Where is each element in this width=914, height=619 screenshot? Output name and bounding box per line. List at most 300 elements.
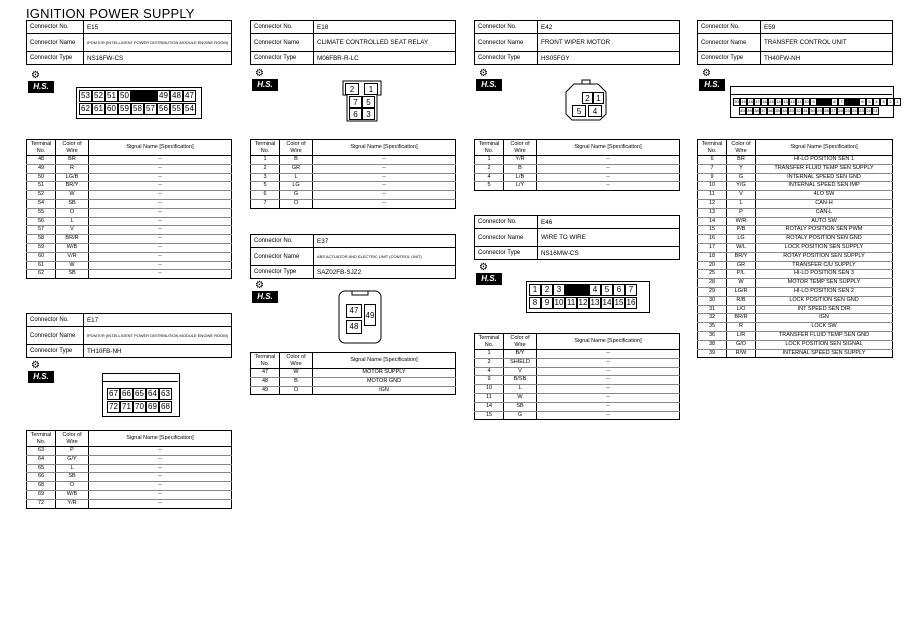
- harness-side-icon: ⚙ H.S.: [28, 360, 54, 386]
- pin: 49: [157, 90, 170, 102]
- color-header: Color of Wire: [280, 140, 313, 156]
- table-row: [27, 464, 232, 473]
- table-row: [27, 482, 232, 491]
- pin: 2: [887, 98, 894, 106]
- signal-cell: CAN-H: [756, 199, 893, 208]
- terminal-table-e42: [474, 139, 680, 191]
- color-cell: BR: [56, 156, 89, 165]
- signal-cell: –: [89, 447, 232, 456]
- connector-no-label: Connector No.: [27, 314, 84, 327]
- signal-cell: ROTALY POSITION SEN GND: [756, 235, 893, 244]
- color-cell: P: [56, 447, 89, 456]
- signal-cell: –: [537, 367, 680, 376]
- connector-type-label: Connector Type: [475, 52, 538, 65]
- pin: 47: [183, 90, 196, 102]
- table-row: [27, 270, 232, 279]
- signal-cell: –: [89, 182, 232, 191]
- terminal-cell: 7: [698, 164, 727, 173]
- connector-name-label: Connector Name: [251, 248, 314, 266]
- pin: 19: [741, 99, 746, 104]
- terminal-cell: 62: [27, 270, 56, 279]
- connector-no-label: Connector No.: [475, 216, 538, 229]
- pin: 52: [92, 90, 105, 102]
- terminal-cell: 5: [475, 182, 504, 191]
- connector-name-label: Connector Name: [27, 327, 84, 345]
- terminal-cell: 10: [698, 182, 727, 191]
- table-row: [475, 164, 680, 173]
- pin: 2: [541, 284, 553, 296]
- table-row: [475, 411, 680, 420]
- connector-face-e59: [730, 86, 899, 118]
- table-row: [698, 199, 893, 208]
- color-cell: GR: [727, 261, 756, 270]
- pin-key: [817, 98, 831, 106]
- connector-face-e37: [338, 290, 382, 344]
- pin: 40: [740, 108, 745, 113]
- pin: 16: [626, 298, 636, 307]
- signal-cell: –: [89, 270, 232, 279]
- pin: 56: [157, 103, 170, 115]
- signal-cell: –: [537, 358, 680, 367]
- connector-no-value: E59: [761, 21, 893, 34]
- terminal-cell: 29: [698, 287, 727, 296]
- signal-cell: –: [313, 156, 456, 165]
- pin: 13: [590, 298, 600, 307]
- table-row: [27, 490, 232, 499]
- color-header: Color of Wire: [56, 140, 89, 156]
- terminal-cell: 63: [27, 447, 56, 456]
- terminal-cell: 69: [27, 490, 56, 499]
- color-cell: W/R: [727, 217, 756, 226]
- pin: 47: [346, 304, 362, 318]
- table-row: [251, 156, 456, 165]
- color-header: Color of Wire: [504, 140, 537, 156]
- signal-cell: LOCK SW: [756, 323, 893, 332]
- color-cell: BR/Y: [727, 252, 756, 261]
- pin: 65: [133, 388, 146, 400]
- pin: 11: [566, 298, 576, 307]
- signal-cell: TRANSFER FLUID TEMP SEN SUPPLY: [756, 164, 893, 173]
- connector-name-value: CLIMATE CONTROLLED SEAT RELAY: [314, 34, 456, 52]
- signal-cell: –: [537, 156, 680, 165]
- pin: 14: [602, 298, 612, 307]
- signal-cell: –: [313, 191, 456, 200]
- pin: 8: [529, 297, 541, 309]
- terminal-cell: 52: [27, 191, 56, 200]
- pin: 22: [866, 108, 871, 113]
- terminal-cell: 6: [251, 191, 280, 200]
- color-cell: V: [727, 191, 756, 200]
- table-row: [698, 323, 893, 332]
- connector-type-label: Connector Type: [698, 52, 761, 65]
- connector-e18: [250, 20, 456, 65]
- table-row: [27, 156, 232, 165]
- color-cell: L/Y: [504, 182, 537, 191]
- table-row: [27, 499, 232, 508]
- pin: 11: [797, 99, 802, 104]
- connector-name-value: IPDM E/R (INTELLIGENT POWER DISTRIBUTION MODULE ENGINE ROOM): [83, 327, 231, 345]
- color-cell: SB: [56, 270, 89, 279]
- connector-e15: [26, 20, 232, 65]
- pin: 48: [170, 90, 183, 102]
- connector-type-label: Connector Type: [251, 52, 314, 65]
- connector-no-value: E42: [538, 21, 680, 34]
- table-row: [27, 226, 232, 235]
- table-row: [27, 217, 232, 226]
- color-cell: B: [280, 377, 313, 386]
- color-cell: SHIELD: [504, 358, 537, 367]
- pin: 27: [831, 108, 836, 113]
- connector-face-e42: [564, 78, 608, 122]
- color-cell: L: [504, 385, 537, 394]
- table-row: [475, 156, 680, 165]
- color-cell: W/B: [56, 243, 89, 252]
- signal-cell: –: [537, 350, 680, 359]
- terminal-cell: 4: [475, 173, 504, 182]
- pin: 7: [838, 98, 845, 106]
- color-cell: BR/Y: [56, 182, 89, 191]
- color-cell: SB: [504, 402, 537, 411]
- pin: 38: [754, 108, 759, 113]
- pin: 15: [769, 99, 774, 104]
- terminal-cell: 1: [475, 350, 504, 359]
- color-cell: L: [56, 217, 89, 226]
- connector-no-value: E15: [83, 21, 231, 34]
- terminal-header: Terminal No.: [475, 140, 504, 156]
- terminal-table-e37: [250, 352, 456, 395]
- signal-cell: INTERNAL SPEED SEN GND: [756, 173, 893, 182]
- color-cell: W/L: [727, 243, 756, 252]
- harness-side-icon: ⚙ H.S.: [476, 68, 502, 94]
- pin: 28: [824, 108, 829, 113]
- connector-e17: [26, 313, 232, 358]
- table-row: [698, 331, 893, 340]
- signal-cell: MOTOR SUPPLY: [313, 369, 456, 378]
- color-cell: P: [727, 208, 756, 217]
- signal-cell: LOCK POSITION SEN SUPPLY: [756, 243, 893, 252]
- table-row: [698, 164, 893, 173]
- signal-cell: –: [313, 173, 456, 182]
- terminal-cell: 15: [475, 411, 504, 420]
- table-row: [475, 182, 680, 191]
- color-cell: BR: [727, 156, 756, 165]
- signal-cell: –: [537, 182, 680, 191]
- table-row: [27, 191, 232, 200]
- pin: 1: [593, 92, 604, 104]
- terminal-cell: 12: [698, 199, 727, 208]
- terminal-cell: 18: [698, 252, 727, 261]
- connector-no-value: E46: [538, 216, 680, 229]
- color-cell: LG/B: [56, 173, 89, 182]
- signal-cell: –: [89, 490, 232, 499]
- terminal-header: Terminal No.: [698, 140, 727, 156]
- signal-cell: TRANSFER C/U SUPPLY: [756, 261, 893, 270]
- connector-name-value: FRONT WIPER MOTOR: [538, 34, 680, 52]
- color-cell: L/R: [727, 331, 756, 340]
- color-cell: BR/R: [56, 235, 89, 244]
- connector-name-label: Connector Name: [27, 34, 84, 52]
- terminal-table-e59: [697, 139, 893, 358]
- pin: 32: [796, 108, 801, 113]
- terminal-cell: 5: [251, 182, 280, 191]
- connector-e42: [474, 20, 680, 65]
- table-row: [27, 455, 232, 464]
- color-cell: L: [280, 173, 313, 182]
- signal-header: Signal Name [Specification]: [313, 353, 456, 369]
- terminal-header: Terminal No.: [251, 140, 280, 156]
- table-row: [698, 191, 893, 200]
- terminal-cell: 14: [698, 217, 727, 226]
- connector-type-label: Connector Type: [251, 266, 314, 279]
- signal-cell: 4LO SW: [756, 191, 893, 200]
- table-row: [698, 279, 893, 288]
- table-row: [698, 217, 893, 226]
- terminal-header: Terminal No.: [475, 334, 504, 350]
- color-cell: R: [56, 164, 89, 173]
- pin-key: [845, 98, 859, 106]
- connector-no-label: Connector No.: [475, 21, 538, 34]
- signal-header: Signal Name [Specification]: [89, 431, 232, 447]
- signal-cell: –: [89, 235, 232, 244]
- pin: 6: [349, 108, 362, 120]
- signal-cell: IGN: [756, 314, 893, 323]
- pin: 24: [852, 108, 857, 113]
- terminal-header: Terminal No.: [27, 431, 56, 447]
- terminal-cell: 39: [698, 349, 727, 358]
- color-cell: P/B: [727, 226, 756, 235]
- pin: 59: [118, 103, 131, 115]
- signal-cell: –: [313, 164, 456, 173]
- table-row: [27, 243, 232, 252]
- color-cell: Y/R: [504, 156, 537, 165]
- signal-cell: MOTOR GND: [313, 377, 456, 386]
- pin: 17: [755, 99, 760, 104]
- terminal-cell: 56: [27, 217, 56, 226]
- color-cell: O: [56, 482, 89, 491]
- connector-name-value: IPDM E/R (INTELLIGENT POWER DISTRIBUTION MODULE ENGINE ROOM): [83, 34, 231, 52]
- signal-cell: INTERNAL SPEED SEN SUPPLY: [756, 349, 893, 358]
- terminal-cell: 61: [27, 261, 56, 270]
- color-cell: B/SB: [504, 376, 537, 385]
- pin: 1: [364, 83, 378, 95]
- table-row: [475, 367, 680, 376]
- pin: 70: [133, 401, 146, 413]
- connector-type-value: HS05FGY: [538, 52, 680, 65]
- pin-key: [131, 90, 157, 102]
- pin: 57: [144, 103, 157, 115]
- color-cell: Y: [727, 164, 756, 173]
- terminal-cell: 35: [698, 323, 727, 332]
- signal-cell: IGN: [313, 386, 456, 395]
- pin: 21: [873, 108, 878, 113]
- table-row: [27, 173, 232, 182]
- pin: 35: [775, 108, 780, 113]
- pin: 63: [159, 388, 172, 400]
- table-row: [698, 235, 893, 244]
- signal-cell: –: [537, 385, 680, 394]
- table-row: [698, 287, 893, 296]
- connector-face-e15: [76, 87, 202, 119]
- pin: 3: [880, 98, 887, 106]
- color-cell: R: [727, 323, 756, 332]
- table-row: [698, 243, 893, 252]
- signal-cell: TRANSFER FLUID TEMP SEN GND: [756, 331, 893, 340]
- table-row: [251, 369, 456, 378]
- table-row: [251, 377, 456, 386]
- pin: 18: [748, 99, 753, 104]
- color-cell: O: [56, 208, 89, 217]
- table-row: [698, 314, 893, 323]
- signal-cell: –: [89, 464, 232, 473]
- pin: 62: [79, 103, 92, 115]
- table-row: [27, 473, 232, 482]
- terminal-cell: 49: [251, 386, 280, 395]
- terminal-cell: 6: [698, 156, 727, 165]
- pin: 60: [105, 103, 118, 115]
- color-cell: G: [727, 173, 756, 182]
- connector-type-label: Connector Type: [27, 52, 84, 65]
- connector-type-value: NS16FW-CS: [83, 52, 231, 65]
- terminal-cell: 48: [27, 156, 56, 165]
- terminal-cell: 9: [475, 376, 504, 385]
- signal-cell: AUTO SW: [756, 217, 893, 226]
- harness-side-icon: ⚙ H.S.: [699, 68, 725, 94]
- color-cell: L/B: [504, 173, 537, 182]
- table-row: [475, 173, 680, 182]
- signal-header: Signal Name [Specification]: [89, 140, 232, 156]
- terminal-cell: 65: [27, 464, 56, 473]
- terminal-cell: 7: [251, 199, 280, 208]
- terminal-cell: 11: [698, 191, 727, 200]
- pin: 4: [588, 105, 602, 117]
- signal-cell: INT SPEED SEN DIR: [756, 305, 893, 314]
- pin: 5: [601, 284, 613, 296]
- pin: 5: [572, 105, 586, 117]
- table-row: [698, 173, 893, 182]
- pin: 6: [613, 284, 625, 296]
- color-header: Color of Wire: [504, 334, 537, 350]
- terminal-cell: 47: [251, 369, 280, 378]
- color-cell: G: [280, 191, 313, 200]
- pin: 67: [107, 388, 120, 400]
- color-cell: LG: [727, 235, 756, 244]
- color-cell: Y/G: [727, 182, 756, 191]
- signal-cell: HI-LO POSITION SEN 3: [756, 270, 893, 279]
- terminal-cell: 60: [27, 252, 56, 261]
- color-header: Color of Wire: [727, 140, 756, 156]
- signal-cell: CAN-L: [756, 208, 893, 217]
- color-header: Color of Wire: [280, 353, 313, 369]
- terminal-cell: 50: [27, 173, 56, 182]
- signal-cell: –: [89, 473, 232, 482]
- color-cell: L: [727, 199, 756, 208]
- table-row: [251, 164, 456, 173]
- pin: 55: [170, 103, 183, 115]
- terminal-cell: 3: [251, 173, 280, 182]
- color-cell: L/O: [727, 305, 756, 314]
- pin: 14: [776, 99, 781, 104]
- pin: 6: [859, 98, 866, 106]
- signal-cell: –: [89, 252, 232, 261]
- terminal-cell: 36: [698, 331, 727, 340]
- pin: 12: [578, 298, 588, 307]
- pin: 9: [810, 98, 817, 106]
- color-cell: V/R: [56, 252, 89, 261]
- terminal-cell: 28: [698, 279, 727, 288]
- pin: 20: [734, 99, 739, 104]
- connector-no-label: Connector No.: [698, 21, 761, 34]
- signal-cell: –: [89, 243, 232, 252]
- terminal-table-e18: [250, 139, 456, 209]
- color-cell: P/L: [727, 270, 756, 279]
- color-header: Color of Wire: [56, 431, 89, 447]
- harness-side-icon: ⚙ H.S.: [252, 280, 278, 306]
- table-row: [698, 296, 893, 305]
- signal-cell: ROTAY POSITION SEN SUPPLY: [756, 252, 893, 261]
- harness-side-icon: ⚙ H.S.: [476, 262, 502, 288]
- table-row: [698, 261, 893, 270]
- document-code: [2, 520, 14, 600]
- color-cell: W: [56, 261, 89, 270]
- signal-cell: –: [89, 217, 232, 226]
- pin: 68: [159, 401, 172, 413]
- signal-cell: –: [89, 208, 232, 217]
- harness-side-icon: ⚙ H.S.: [252, 68, 278, 94]
- terminal-cell: 57: [27, 226, 56, 235]
- pin: 10: [804, 99, 809, 104]
- signal-cell: –: [89, 199, 232, 208]
- connector-name-value: ABS ACTUATOR AND ELECTRIC UNIT (CONTROL UNIT): [314, 248, 456, 266]
- pin: 9: [541, 297, 553, 309]
- terminal-cell: 20: [698, 261, 727, 270]
- table-row: [698, 340, 893, 349]
- connector-name-label: Connector Name: [475, 229, 538, 247]
- color-cell: V: [504, 367, 537, 376]
- table-row: [698, 349, 893, 358]
- pin: 13: [783, 99, 788, 104]
- signal-cell: –: [89, 499, 232, 508]
- pin: 10: [554, 298, 564, 307]
- table-row: [251, 173, 456, 182]
- table-row: [475, 350, 680, 359]
- signal-cell: LOCK POSITION SEN SIGNAL: [756, 340, 893, 349]
- color-cell: G/Y: [56, 455, 89, 464]
- pin: 7: [349, 96, 362, 108]
- table-row: [698, 182, 893, 191]
- table-row: [27, 235, 232, 244]
- table-row: [251, 182, 456, 191]
- terminal-cell: 11: [475, 393, 504, 402]
- terminal-cell: 25: [698, 270, 727, 279]
- terminal-cell: 2: [251, 164, 280, 173]
- signal-cell: MOTOR TEMP SEN SUPPLY: [756, 279, 893, 288]
- pin: 53: [79, 90, 92, 102]
- pin: 8: [831, 98, 838, 106]
- terminal-cell: 54: [27, 199, 56, 208]
- pin: 61: [92, 103, 105, 115]
- color-cell: GR: [280, 164, 313, 173]
- pin: 49: [364, 304, 376, 326]
- signal-header: Signal Name [Specification]: [537, 334, 680, 350]
- terminal-cell: 31: [698, 305, 727, 314]
- pin: 31: [803, 108, 808, 113]
- terminal-cell: 15: [698, 226, 727, 235]
- signal-cell: HI-LO POSITION SEN 1: [756, 156, 893, 165]
- terminal-cell: 30: [698, 296, 727, 305]
- terminal-cell: 17: [698, 243, 727, 252]
- terminal-cell: 13: [698, 208, 727, 217]
- pin: 4: [873, 98, 880, 106]
